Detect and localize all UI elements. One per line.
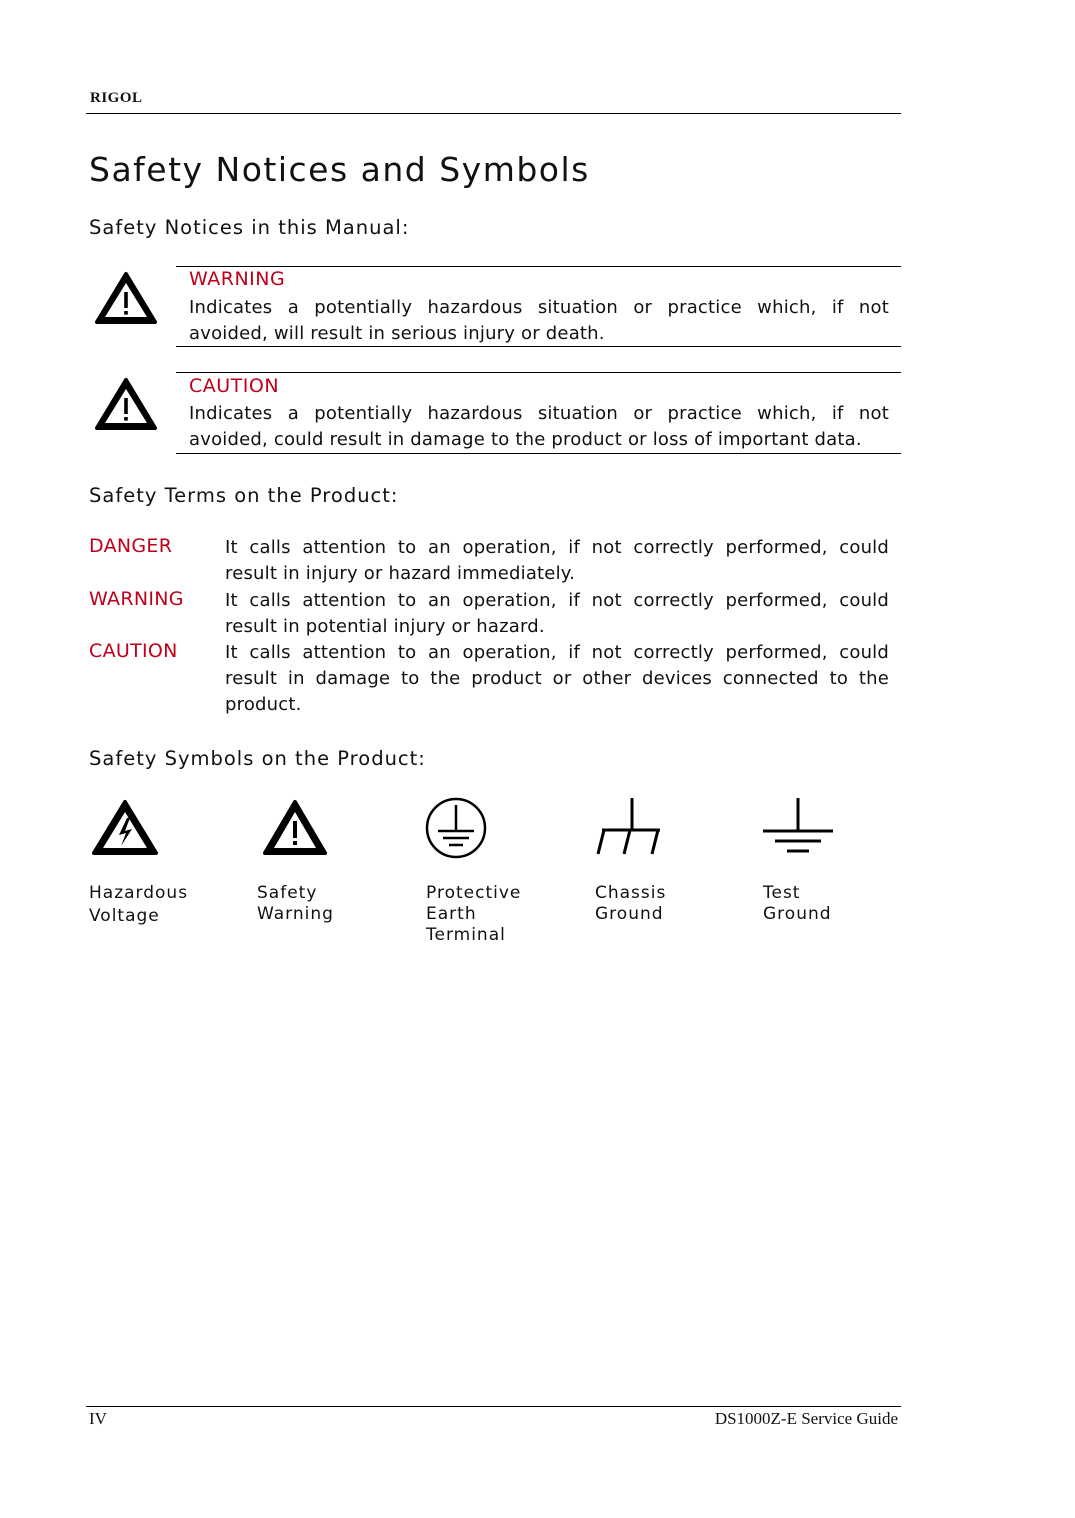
term-caution-text: It calls attention to an operation, if not correctly performed, could result in damage to the product or other devices connected to the product. bbox=[225, 642, 889, 715]
safety-warning-label-line1: Safety bbox=[257, 883, 318, 903]
footer-rule bbox=[86, 1406, 901, 1407]
protective-earth-label bbox=[426, 883, 521, 946]
caution-notice-top-rule bbox=[176, 372, 901, 373]
warning-notice-text: Indicates a potentially hazardous situation or practice which, if not avoided, will result in serious injury or death. bbox=[189, 297, 889, 344]
protective-earth-label-line2: Earth bbox=[426, 904, 477, 924]
term-caution-label: CAUTION bbox=[89, 640, 178, 662]
chassis-ground-label-line1: Chassis bbox=[595, 883, 667, 903]
manual-notices-heading: Safety Notices in this Manual: bbox=[89, 216, 410, 239]
page-number: IV bbox=[89, 1409, 107, 1428]
guide-title: DS1000Z-E Service Guide bbox=[714, 1409, 898, 1428]
warning-triangle-icon bbox=[93, 270, 159, 326]
chassis-ground-icon bbox=[592, 796, 664, 858]
chassis-ground-label bbox=[595, 883, 666, 925]
header-rule bbox=[86, 113, 901, 114]
protective-earth-label-line1: Protective bbox=[426, 883, 522, 903]
caution-triangle-icon bbox=[93, 376, 159, 432]
brand-logo: RIGOL bbox=[90, 90, 143, 106]
caution-notice-title: CAUTION bbox=[189, 375, 280, 397]
protective-earth-label-line3: Terminal bbox=[426, 925, 506, 945]
caution-notice-bottom-rule bbox=[176, 453, 901, 454]
safety-warning-label-line2: Warning bbox=[257, 904, 334, 924]
safety-warning-icon bbox=[261, 798, 329, 858]
safety-warning-label bbox=[257, 883, 334, 925]
hazardous-voltage-label-line1: Hazardous bbox=[89, 883, 189, 903]
test-ground-label bbox=[763, 883, 832, 925]
caution-notice-text: Indicates a potentially hazardous situation or practice which, if not avoided, could result in damage to the product or loss of important data. bbox=[189, 403, 889, 450]
hazardous-voltage-label bbox=[89, 883, 188, 927]
test-ground-label-line1: Test bbox=[763, 883, 801, 903]
chassis-ground-label-line2: Ground bbox=[595, 904, 664, 924]
protective-earth-icon bbox=[424, 796, 488, 860]
warning-notice-title: WARNING bbox=[189, 268, 286, 290]
term-warning-label: WARNING bbox=[89, 588, 184, 610]
term-danger-label: DANGER bbox=[89, 535, 173, 557]
warning-notice-top-rule bbox=[176, 266, 901, 267]
term-danger-text: It calls attention to an operation, if not correctly performed, could result in injury or hazard immediately. bbox=[225, 537, 889, 584]
test-ground-label-line2: Ground bbox=[763, 904, 832, 924]
page-title: Safety Notices and Symbols bbox=[89, 150, 590, 189]
test-ground-icon bbox=[761, 796, 835, 858]
hazardous-voltage-label-line2: Voltage bbox=[89, 906, 160, 926]
product-terms-heading: Safety Terms on the Product: bbox=[89, 484, 399, 507]
hazardous-voltage-icon bbox=[90, 798, 160, 858]
term-warning-text: It calls attention to an operation, if not correctly performed, could result in potential injury or hazard. bbox=[225, 590, 889, 637]
product-symbols-heading: Safety Symbols on the Product: bbox=[89, 747, 426, 770]
warning-notice-bottom-rule bbox=[176, 346, 901, 347]
